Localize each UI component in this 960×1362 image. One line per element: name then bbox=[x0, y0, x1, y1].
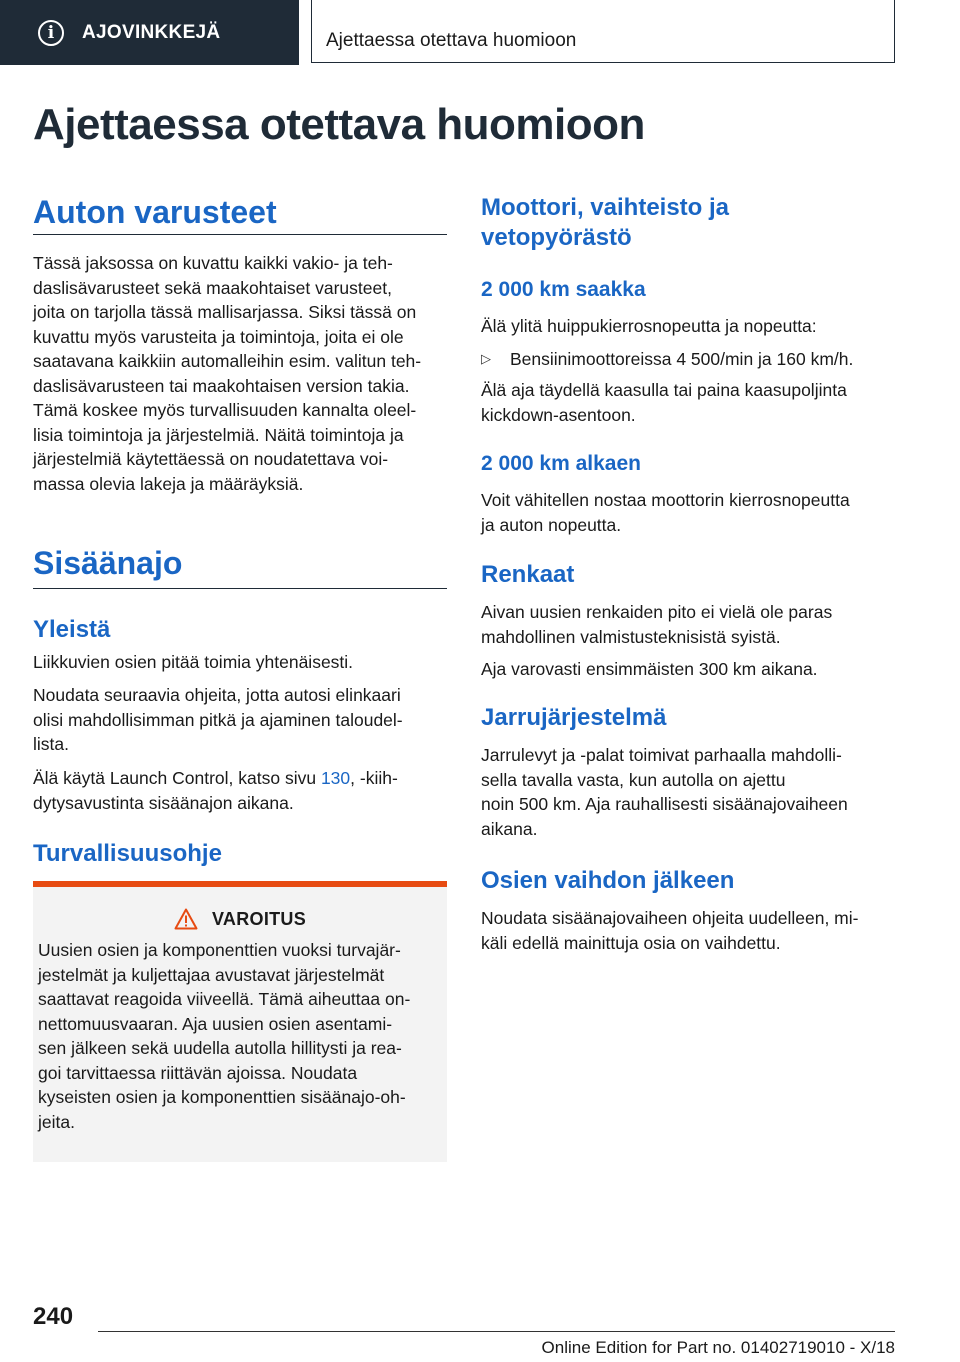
footer-edition: Online Edition for Part no. 01402719010 - X/18 bbox=[541, 1338, 895, 1357]
jarru-paragraph: Jarrulevyt ja ‑palat toimivat parhaalla mahdolli‐ sella tavalla vasta, kun autolla on ajettu noin 500 km. Aja rauhallisesti sisäänajovaiheen aikana. bbox=[481, 745, 848, 839]
heading-renkaat: Renkaat bbox=[481, 561, 575, 588]
section-title: AJOVINKKEJÄ bbox=[82, 21, 221, 43]
warning-triangle-icon bbox=[174, 908, 198, 930]
heading-2000-saakka: 2 000 km saakka bbox=[481, 278, 646, 301]
varusteet-paragraph: Tässä jaksossa on kuvattu kaikki vakio- ja teh‐ daslisävarusteet sekä maakohtaiset varusteet, joita on tarjolla tässä mallisarjassa. Siksi tässä on kuvattu myös varusteita ja toimintoja, joita ei ole saatavana kaikkiin automalleihin esim. valitun teh‐ daslisävarusteen tai maakohtaisen version takia. Tämä koskee myös turvallisuuden kannalta oleel‐ lisia toimintoja ja järjestelmiä. Näitä toimintoja ja järjestelmiä käytettäessä on noudatettava voi‐ massa olevia lakeja ja määräyksiä. bbox=[33, 253, 422, 494]
warning-text: Uusien osien ja komponenttien vuoksi turvajär‐ jestelmät ja kuljettajaa avustavat järjestelmät saattavat reagoida viiveellä. Tämä aiheuttaa on‐ nettomuusvaaran. Aja uusien osien asentami‐ sen jälkeen sekä uudella autolla hillitysti ja rea‐ goi tarvittaessa riittävän ajoissa. Noudata kyseisten osien ja komponenttien sisäänajo-oh‐ jeita. bbox=[38, 940, 411, 1132]
heading-sisaanajo: Sisäänajo bbox=[33, 545, 183, 581]
heading-yleista: Yleistä bbox=[33, 616, 111, 643]
heading-osien-vaihdon: Osien vaihdon jälkeen bbox=[481, 867, 735, 894]
heading-auton-varusteet: Auton varusteet bbox=[33, 194, 277, 230]
heading-2000-alkaen: 2 000 km alkaen bbox=[481, 452, 641, 475]
page-number: 240 bbox=[33, 1303, 74, 1330]
bullet-triangle-icon: ▷ bbox=[481, 351, 491, 366]
footer-rule bbox=[98, 1331, 895, 1332]
warning-box bbox=[33, 881, 447, 1162]
heading-turvallisuusohje: Turvallisuusohje bbox=[33, 840, 222, 867]
heading-jarrujarjestelma: Jarrujärjestelmä bbox=[481, 704, 667, 731]
heading-rule bbox=[33, 588, 447, 589]
alkaen-paragraph: Voit vähitellen nostaa moottorin kierrosnopeutta ja auton nopeutta. bbox=[481, 490, 850, 535]
yleista-paragraph-2: Noudata seuraavia ohjeita, jotta autosi elinkaari olisi mahdollisimman pitkä ja ajaminen taloudel‐ lista. bbox=[33, 685, 403, 754]
warning-title: VAROITUS bbox=[211, 908, 307, 929]
renkaat-paragraph-2: Aja varovasti ensimmäisten 300 km aikana. bbox=[481, 659, 818, 679]
bullet-item: ▷ Bensiinimoottoreissa 4 500/min ja 160 km/h. bbox=[481, 347, 895, 372]
heading-moottori: Moottori, vaihteisto ja vetopyörästö bbox=[481, 194, 730, 251]
saakka-paragraph-2: Älä aja täydellä kaasulla tai paina kaasupoljinta kickdown-asentoon. bbox=[481, 380, 847, 425]
heading-rule bbox=[33, 234, 447, 235]
yleista-paragraph-3: Älä käytä Launch Control, katso sivu 130, ‑kiih‐ dytysavustinta sisäänajon aikana. bbox=[33, 768, 398, 813]
renkaat-paragraph-1: Aivan uusien renkaiden pito ei vielä ole paras mahdollinen valmistusteknisistä syistä. bbox=[481, 602, 833, 647]
chapter-tab bbox=[311, 0, 895, 63]
section-tab bbox=[0, 0, 299, 65]
yleista-paragraph-1: Liikkuvien osien pitää toimia yhtenäisesti. bbox=[33, 652, 354, 672]
page-title: Ajettaessa otettava huomioon bbox=[33, 100, 645, 149]
info-icon: i bbox=[38, 20, 64, 46]
warning-bar bbox=[33, 881, 447, 887]
chapter-title: Ajettaessa otettava huomioon bbox=[326, 30, 577, 51]
saakka-paragraph-1: Älä ylitä huippukierrosnopeutta ja nopeutta: bbox=[481, 316, 817, 336]
page-link[interactable]: 130 bbox=[320, 768, 351, 788]
osien-paragraph: Noudata sisäänajovaiheen ohjeita uudelleen, mi‐ käli edellä mainittuja osia on vaihdettu. bbox=[481, 908, 859, 953]
